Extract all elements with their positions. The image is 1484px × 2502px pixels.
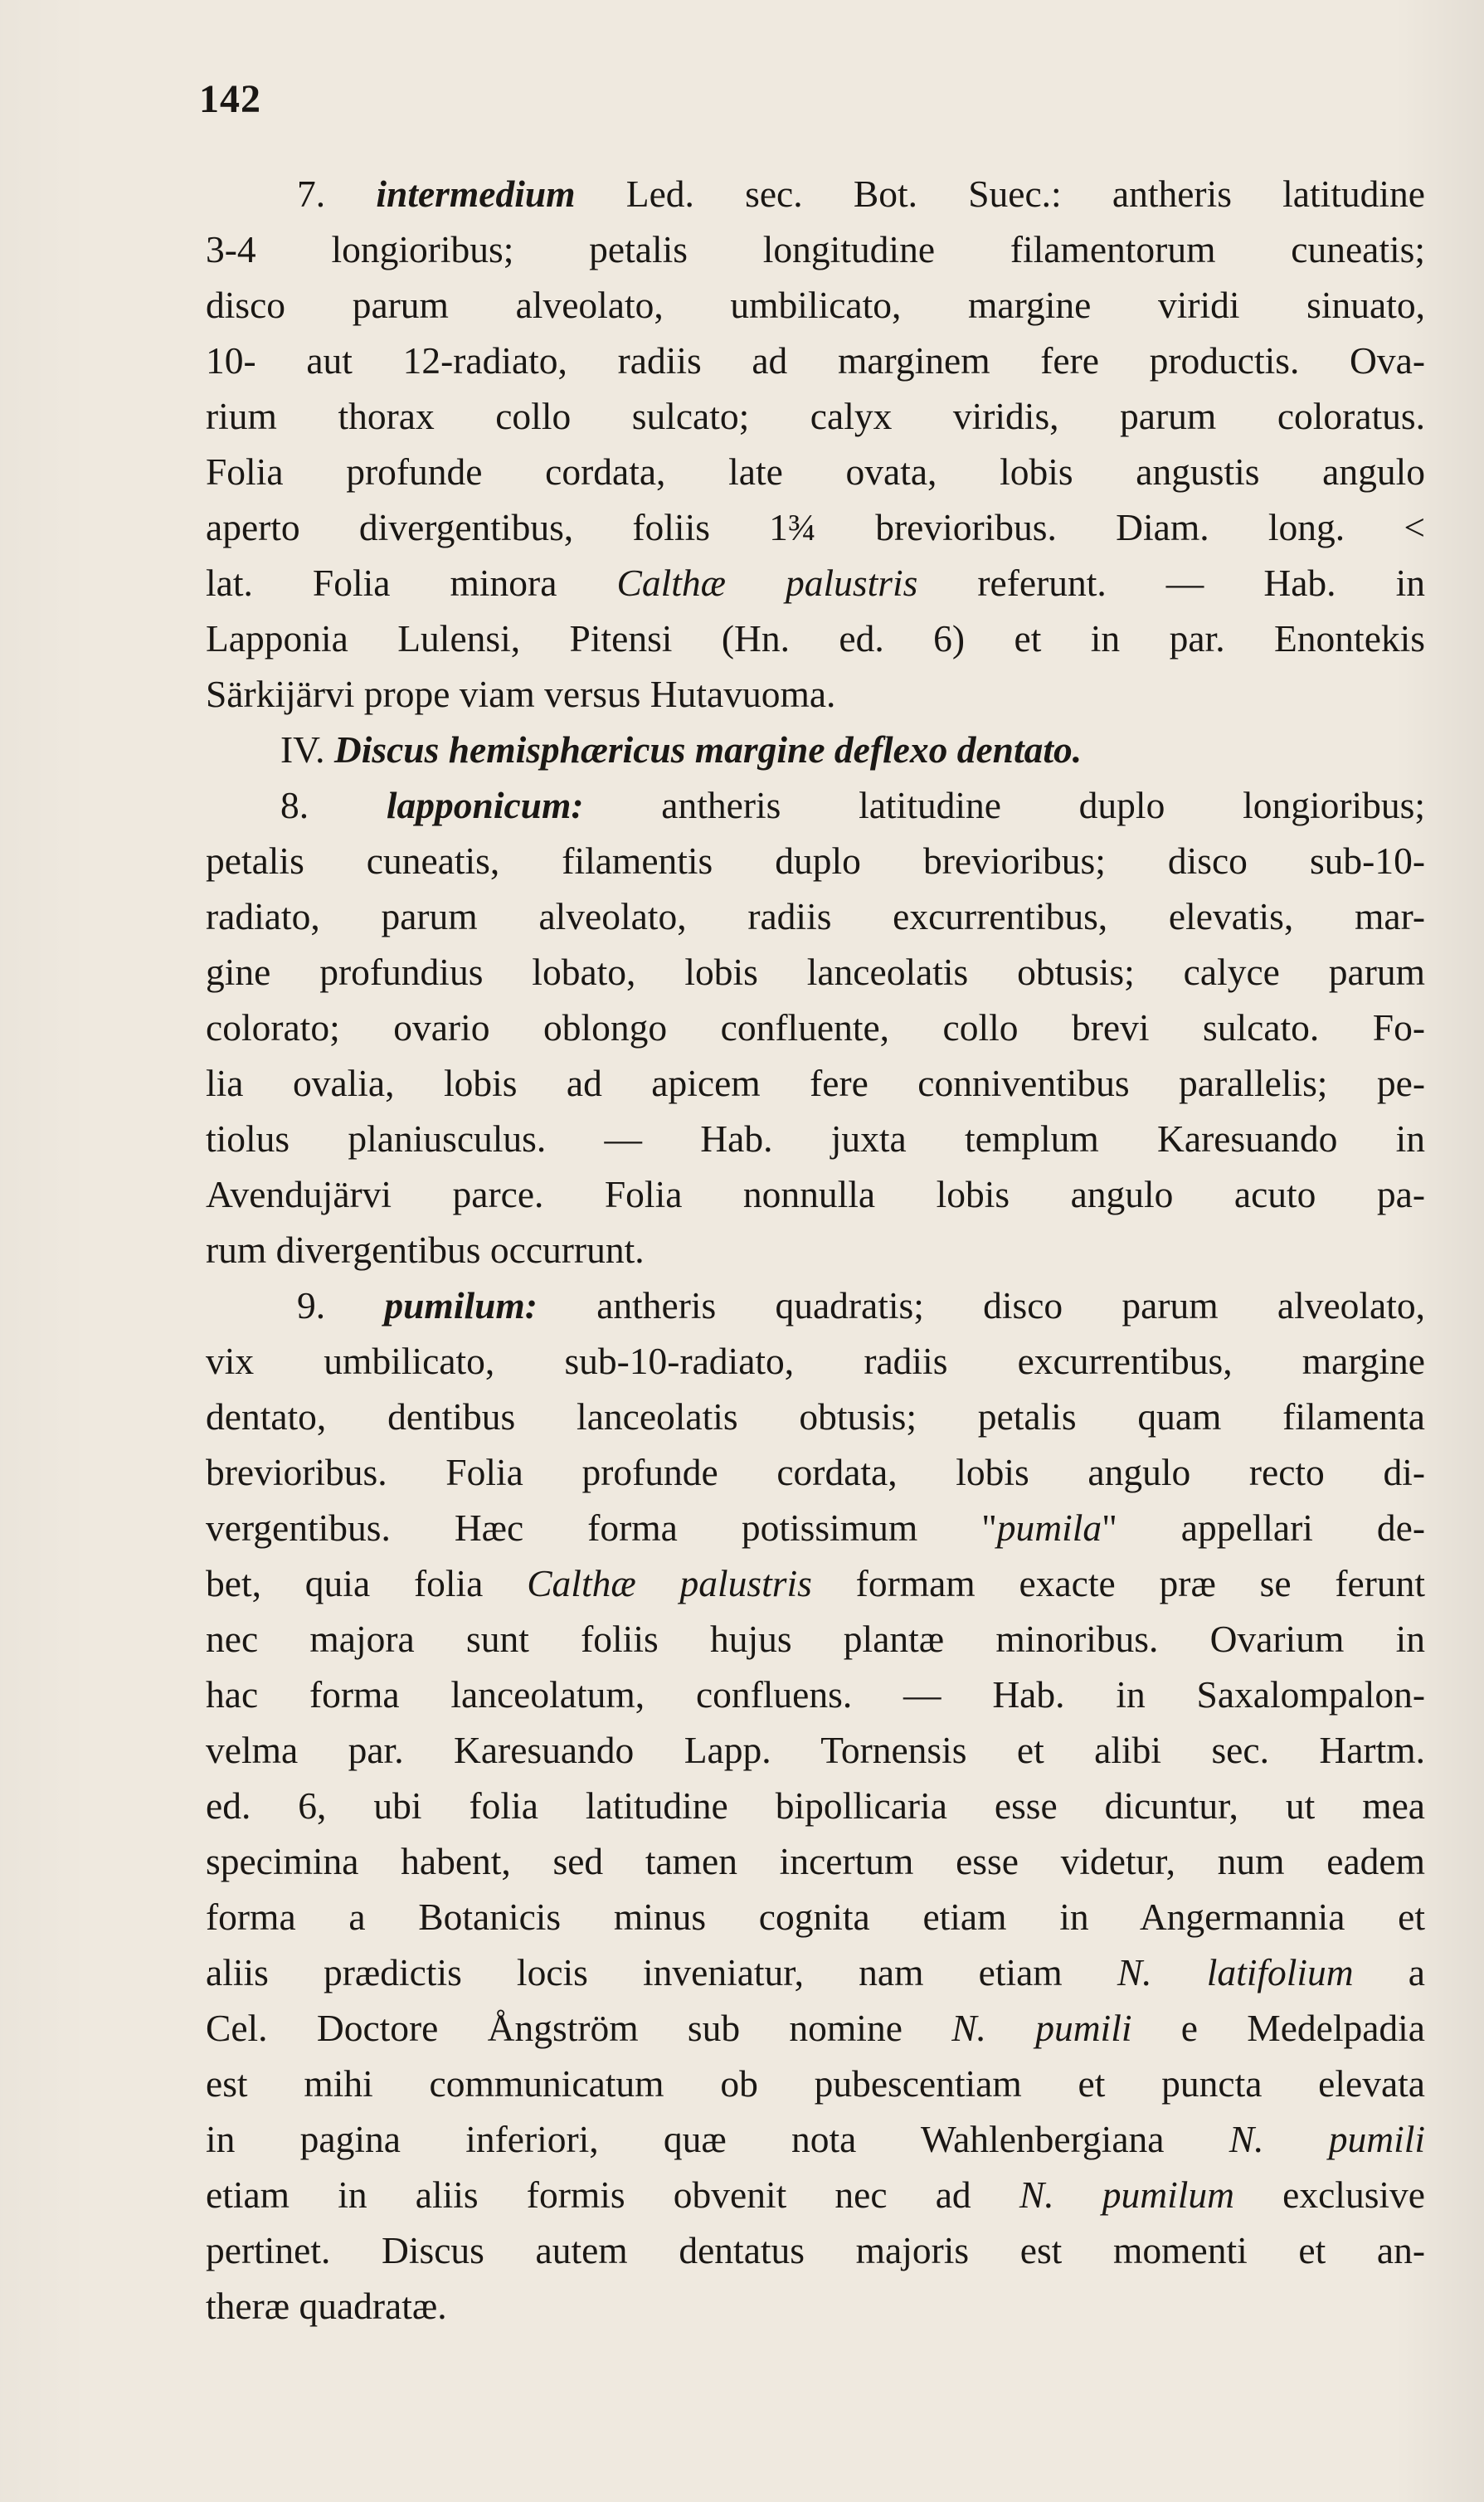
- text-line: Avendujärvi parce. Folia nonnulla lobis angulo acuto pa-: [206, 1173, 1425, 1215]
- text-line: lat. Folia minora Calthæ palustris referunt. — Hab. in: [206, 562, 1425, 604]
- text-line: petalis cuneatis, filamentis duplo brevioribus; disco sub-10-: [206, 840, 1425, 882]
- text-line: hac forma lanceolatum, confluens. — Hab. in Saxalompalon-: [206, 1673, 1425, 1716]
- text-line: 3-4 longioribus; petalis longitudine filamentorum cuneatis;: [206, 228, 1425, 270]
- page-number: 142: [199, 77, 261, 121]
- text-line: radiato, parum alveolato, radiis excurrentibus, elevatis, mar-: [206, 895, 1425, 937]
- text-line: colorato; ovario oblongo confluente, collo brevi sulcato. Fo-: [206, 1006, 1425, 1049]
- text-line: nec majora sunt foliis hujus plantæ minoribus. Ovarium in: [206, 1618, 1425, 1660]
- text-line: etiam in aliis formis obvenit nec ad N. pumilum exclusive: [206, 2173, 1425, 2216]
- text-line: velma par. Karesuando Lapp. Tornensis et alibi sec. Hartm.: [206, 1729, 1425, 1771]
- text-line: vergentibus. Hæc forma potissimum "pumila" appellari de-: [206, 1507, 1425, 1549]
- text-line: rium thorax collo sulcato; calyx viridis, parum coloratus.: [206, 395, 1425, 437]
- text-line: gine profundius lobato, lobis lanceolatis obtusis; calyce parum: [206, 951, 1425, 993]
- text-line: forma a Botanicis minus cognita etiam in Angermannia et: [206, 1896, 1425, 1938]
- text-line: Särkijärvi prope viam versus Hutavuoma.: [206, 673, 836, 715]
- text-line: dentato, dentibus lanceolatis obtusis; petalis quam filamenta: [206, 1395, 1425, 1438]
- text-line: 8. lapponicum: antheris latitudine duplo longioribus;: [280, 784, 1425, 826]
- text-line: Lapponia Lulensi, Pitensi (Hn. ed. 6) et in par. Enontekis: [206, 617, 1425, 660]
- text-line: Folia profunde cordata, late ovata, lobis angustis angulo: [206, 450, 1425, 493]
- text-line: brevioribus. Folia profunde cordata, lobis angulo recto di-: [206, 1451, 1425, 1493]
- text-line: lia ovalia, lobis ad apicem fere conniventibus parallelis; pe-: [206, 1062, 1425, 1104]
- text-line: est mihi communicatum ob pubescentiam et puncta elevata: [206, 2062, 1425, 2105]
- text-line: 10- aut 12-radiato, radiis ad marginem fere productis. Ova-: [206, 339, 1425, 382]
- text-line: vix umbilicato, sub-10-radiato, radiis excurrentibus, margine: [206, 1340, 1425, 1382]
- body-text: [206, 166, 1425, 2334]
- text-line: Cel. Doctore Ångström sub nomine N. pumili e Medelpadia: [206, 2007, 1425, 2049]
- text-line: disco parum alveolato, umbilicato, margine viridi sinuato,: [206, 284, 1425, 326]
- text-line: aperto divergentibus, foliis 1¾ brevioribus. Diam. long. <: [206, 506, 1425, 548]
- text-line: aliis prædictis locis inveniatur, nam etiam N. latifolium a: [206, 1951, 1425, 1993]
- text-line: 9. pumilum: antheris quadratis; disco parum alveolato,: [297, 1284, 1425, 1326]
- text-line: in pagina inferiori, quæ nota Wahlenbergiana N. pumili: [206, 2118, 1425, 2160]
- text-line: 7. intermedium Led. sec. Bot. Suec.: antheris latitudine: [297, 173, 1425, 215]
- text-line: rum divergentibus occurrunt.: [206, 1229, 645, 1271]
- text-line: pertinet. Discus autem dentatus majoris est momenti et an-: [206, 2229, 1425, 2271]
- text-line: tiolus planiusculus. — Hab. juxta templum Karesuando in: [206, 1117, 1425, 1160]
- text-line: theræ quadratæ.: [206, 2285, 447, 2327]
- section-heading: IV. Discus hemisphæricus margine deflexo dentato.: [280, 728, 1083, 771]
- text-line: bet, quia folia Calthæ palustris formam exacte præ se ferunt: [206, 1562, 1425, 1604]
- text-line: specimina habent, sed tamen incertum esse videtur, num eadem: [206, 1840, 1425, 1882]
- text-line: ed. 6, ubi folia latitudine bipollicaria esse dicuntur, ut mea: [206, 1784, 1425, 1827]
